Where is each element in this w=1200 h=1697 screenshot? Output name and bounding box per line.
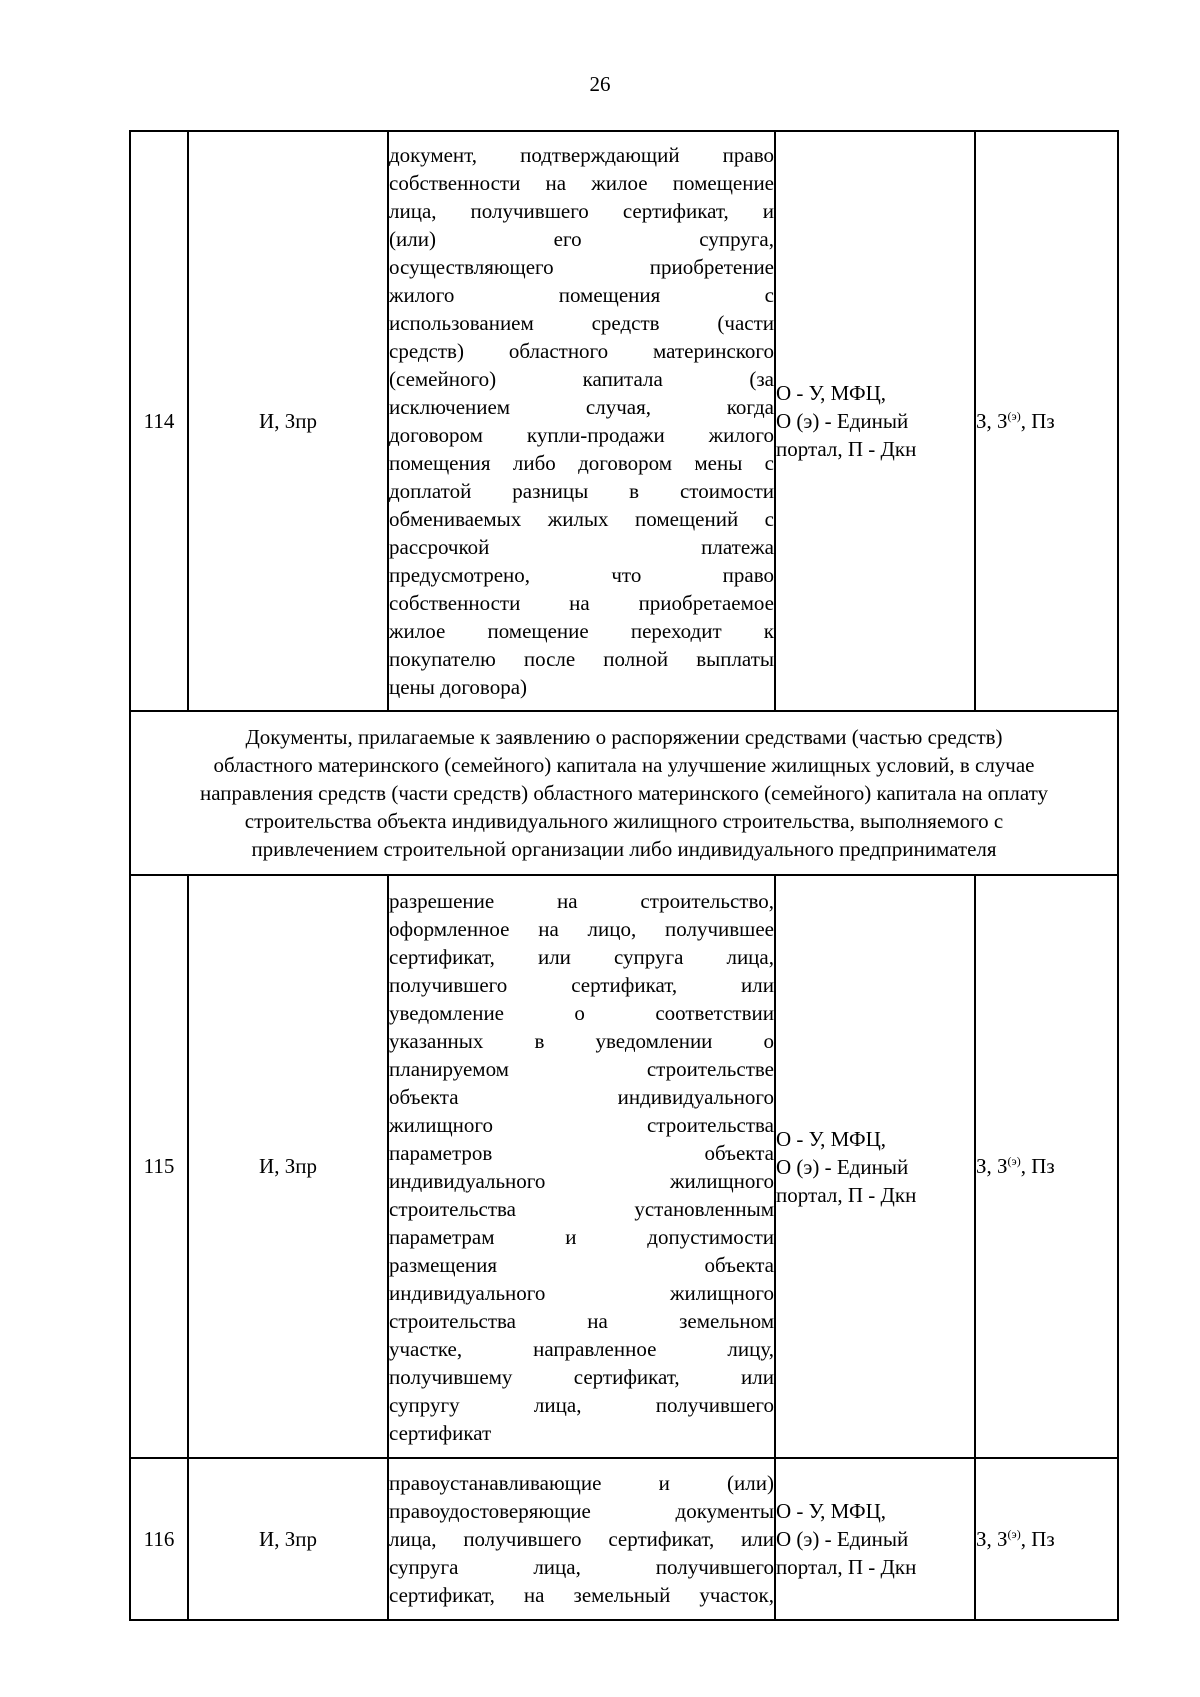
description-line: цены договора) xyxy=(389,675,528,699)
method-line: О (э) - Единый xyxy=(776,1527,909,1551)
description-line: индивидуального жилищного xyxy=(389,1280,774,1305)
description-line: жилищного строительства xyxy=(389,1112,774,1137)
document-type: И, Зпр xyxy=(188,1458,388,1620)
method-line: О - У, МФЦ, xyxy=(776,1126,887,1151)
description-line: осуществляющего приобретение xyxy=(389,255,774,279)
form-code-suffix: , Пз xyxy=(1020,1154,1055,1178)
description-line: указанных в уведомлении о xyxy=(389,1028,774,1053)
description-line: параметров объекта xyxy=(389,1140,774,1165)
form-code: З, З xyxy=(976,1526,1008,1551)
description-line: доплатой разницы в стоимости xyxy=(389,479,774,503)
description-line: средств) областного материнского xyxy=(389,339,774,363)
description-line: сертификат xyxy=(389,1420,492,1445)
description-line: объекта индивидуального xyxy=(389,1084,774,1109)
form-code-superscript: (э) xyxy=(1007,408,1021,423)
document-form xyxy=(975,131,1118,711)
description-line: собственности на приобретаемое xyxy=(389,591,774,615)
description-line: жилого помещения с xyxy=(389,283,774,307)
document-type: И, Зпр xyxy=(188,875,388,1458)
submission-method xyxy=(775,875,975,1458)
form-code: З, З xyxy=(976,408,1008,433)
document-form xyxy=(975,875,1118,1458)
submission-method xyxy=(775,131,975,711)
description-line: индивидуального жилищного xyxy=(389,1168,774,1193)
description-line: планируемом строительстве xyxy=(389,1056,774,1081)
method-line: портал, П - Дкн xyxy=(776,437,917,461)
description-line: участке, направленное лицу, xyxy=(389,1336,774,1361)
row-number: 116 xyxy=(130,1458,188,1620)
row-number: 114 xyxy=(130,131,188,711)
document-description xyxy=(388,875,775,1458)
description-line: предусмотрено, что право xyxy=(389,563,774,587)
row-number: 115 xyxy=(130,875,188,1458)
description-line: правоустанавливающие и (или) xyxy=(389,1471,774,1495)
description-line: сертификат, или супруга лица, xyxy=(389,944,774,969)
documents-table xyxy=(129,130,1119,1621)
description-line: оформленное на лицо, получившее xyxy=(389,916,774,941)
section-heading xyxy=(130,711,1118,875)
description-line: супруга лица, получившего xyxy=(389,1555,774,1579)
section-heading-line: направления средств (части средств) областного материнского (семейного) капитала на оплату xyxy=(199,781,1049,805)
description-line: уведомление о соответствии xyxy=(389,1000,774,1025)
method-line: О - У, МФЦ, xyxy=(776,1499,887,1523)
table-row xyxy=(130,1458,1118,1620)
table-row xyxy=(130,875,1118,1458)
description-line: разрешение на строительство, xyxy=(389,888,774,913)
description-line: обмениваемых жилых помещений с xyxy=(389,507,774,531)
document-form xyxy=(975,1458,1118,1620)
description-line: получившему сертификат, или xyxy=(389,1364,774,1389)
description-line: лица, получившего сертификат, и xyxy=(389,199,774,223)
description-line: сертификат, на земельный участок, xyxy=(389,1583,774,1607)
description-line: получившего сертификат, или xyxy=(389,972,774,997)
method-line: О (э) - Единый xyxy=(776,1154,909,1179)
page-number: 26 xyxy=(589,72,611,96)
description-line: строительства установленным xyxy=(389,1196,774,1221)
form-code-suffix: , Пз xyxy=(1020,408,1055,433)
description-line: исключением случая, когда xyxy=(389,395,774,419)
description-line: покупателю после полной выплаты xyxy=(389,647,774,671)
form-code-superscript: (э) xyxy=(1007,1526,1021,1541)
description-line: собственности на жилое помещение xyxy=(389,171,774,195)
description-line: размещения объекта xyxy=(389,1252,774,1277)
method-line: портал, П - Дкн xyxy=(776,1555,917,1579)
description-line: договором купли-продажи жилого xyxy=(389,423,774,447)
description-line: документ, подтверждающий право xyxy=(389,143,774,167)
description-line: (или) его супруга, xyxy=(389,227,774,251)
form-code-suffix: , Пз xyxy=(1020,1526,1055,1551)
form-code-superscript: (э) xyxy=(1007,1154,1021,1168)
description-line: использованием средств (части xyxy=(389,311,774,335)
description-line: супругу лица, получившего xyxy=(389,1392,774,1417)
document-type: И, Зпр xyxy=(188,131,388,711)
method-line: О (э) - Единый xyxy=(776,409,909,433)
section-heading-line: областного материнского (семейного) капитала на улучшение жилищных условий, в случае xyxy=(213,753,1035,777)
document-description xyxy=(388,1458,775,1620)
document-description xyxy=(388,131,775,711)
description-line: строительства на земельном xyxy=(389,1308,774,1333)
form-code: З, З xyxy=(976,1154,1008,1178)
section-heading-line: строительства объекта индивидуального жилищного строительства, выполняемого с xyxy=(244,809,1004,833)
submission-method xyxy=(775,1458,975,1620)
description-line: лица, получившего сертификат, или xyxy=(389,1527,774,1551)
description-line: жилое помещение переходит к xyxy=(389,619,774,643)
description-line: помещения либо договором мены с xyxy=(389,451,774,475)
section-row xyxy=(130,711,1118,875)
table-row xyxy=(130,131,1118,711)
method-line: портал, П - Дкн xyxy=(776,1182,917,1207)
description-line: (семейного) капитала (за xyxy=(389,367,774,391)
method-line: О - У, МФЦ, xyxy=(776,381,887,405)
section-heading-line: Документы, прилагаемые к заявлению о распоряжении средствами (частью средств) xyxy=(245,725,1003,749)
description-line: рассрочкой платежа xyxy=(389,535,774,559)
section-heading-line: привлечением строительной организации либо индивидуального предпринимателя xyxy=(251,837,997,861)
description-line: параметрам и допустимости xyxy=(389,1224,774,1249)
description-line: правоудостоверяющие документы xyxy=(389,1499,774,1523)
